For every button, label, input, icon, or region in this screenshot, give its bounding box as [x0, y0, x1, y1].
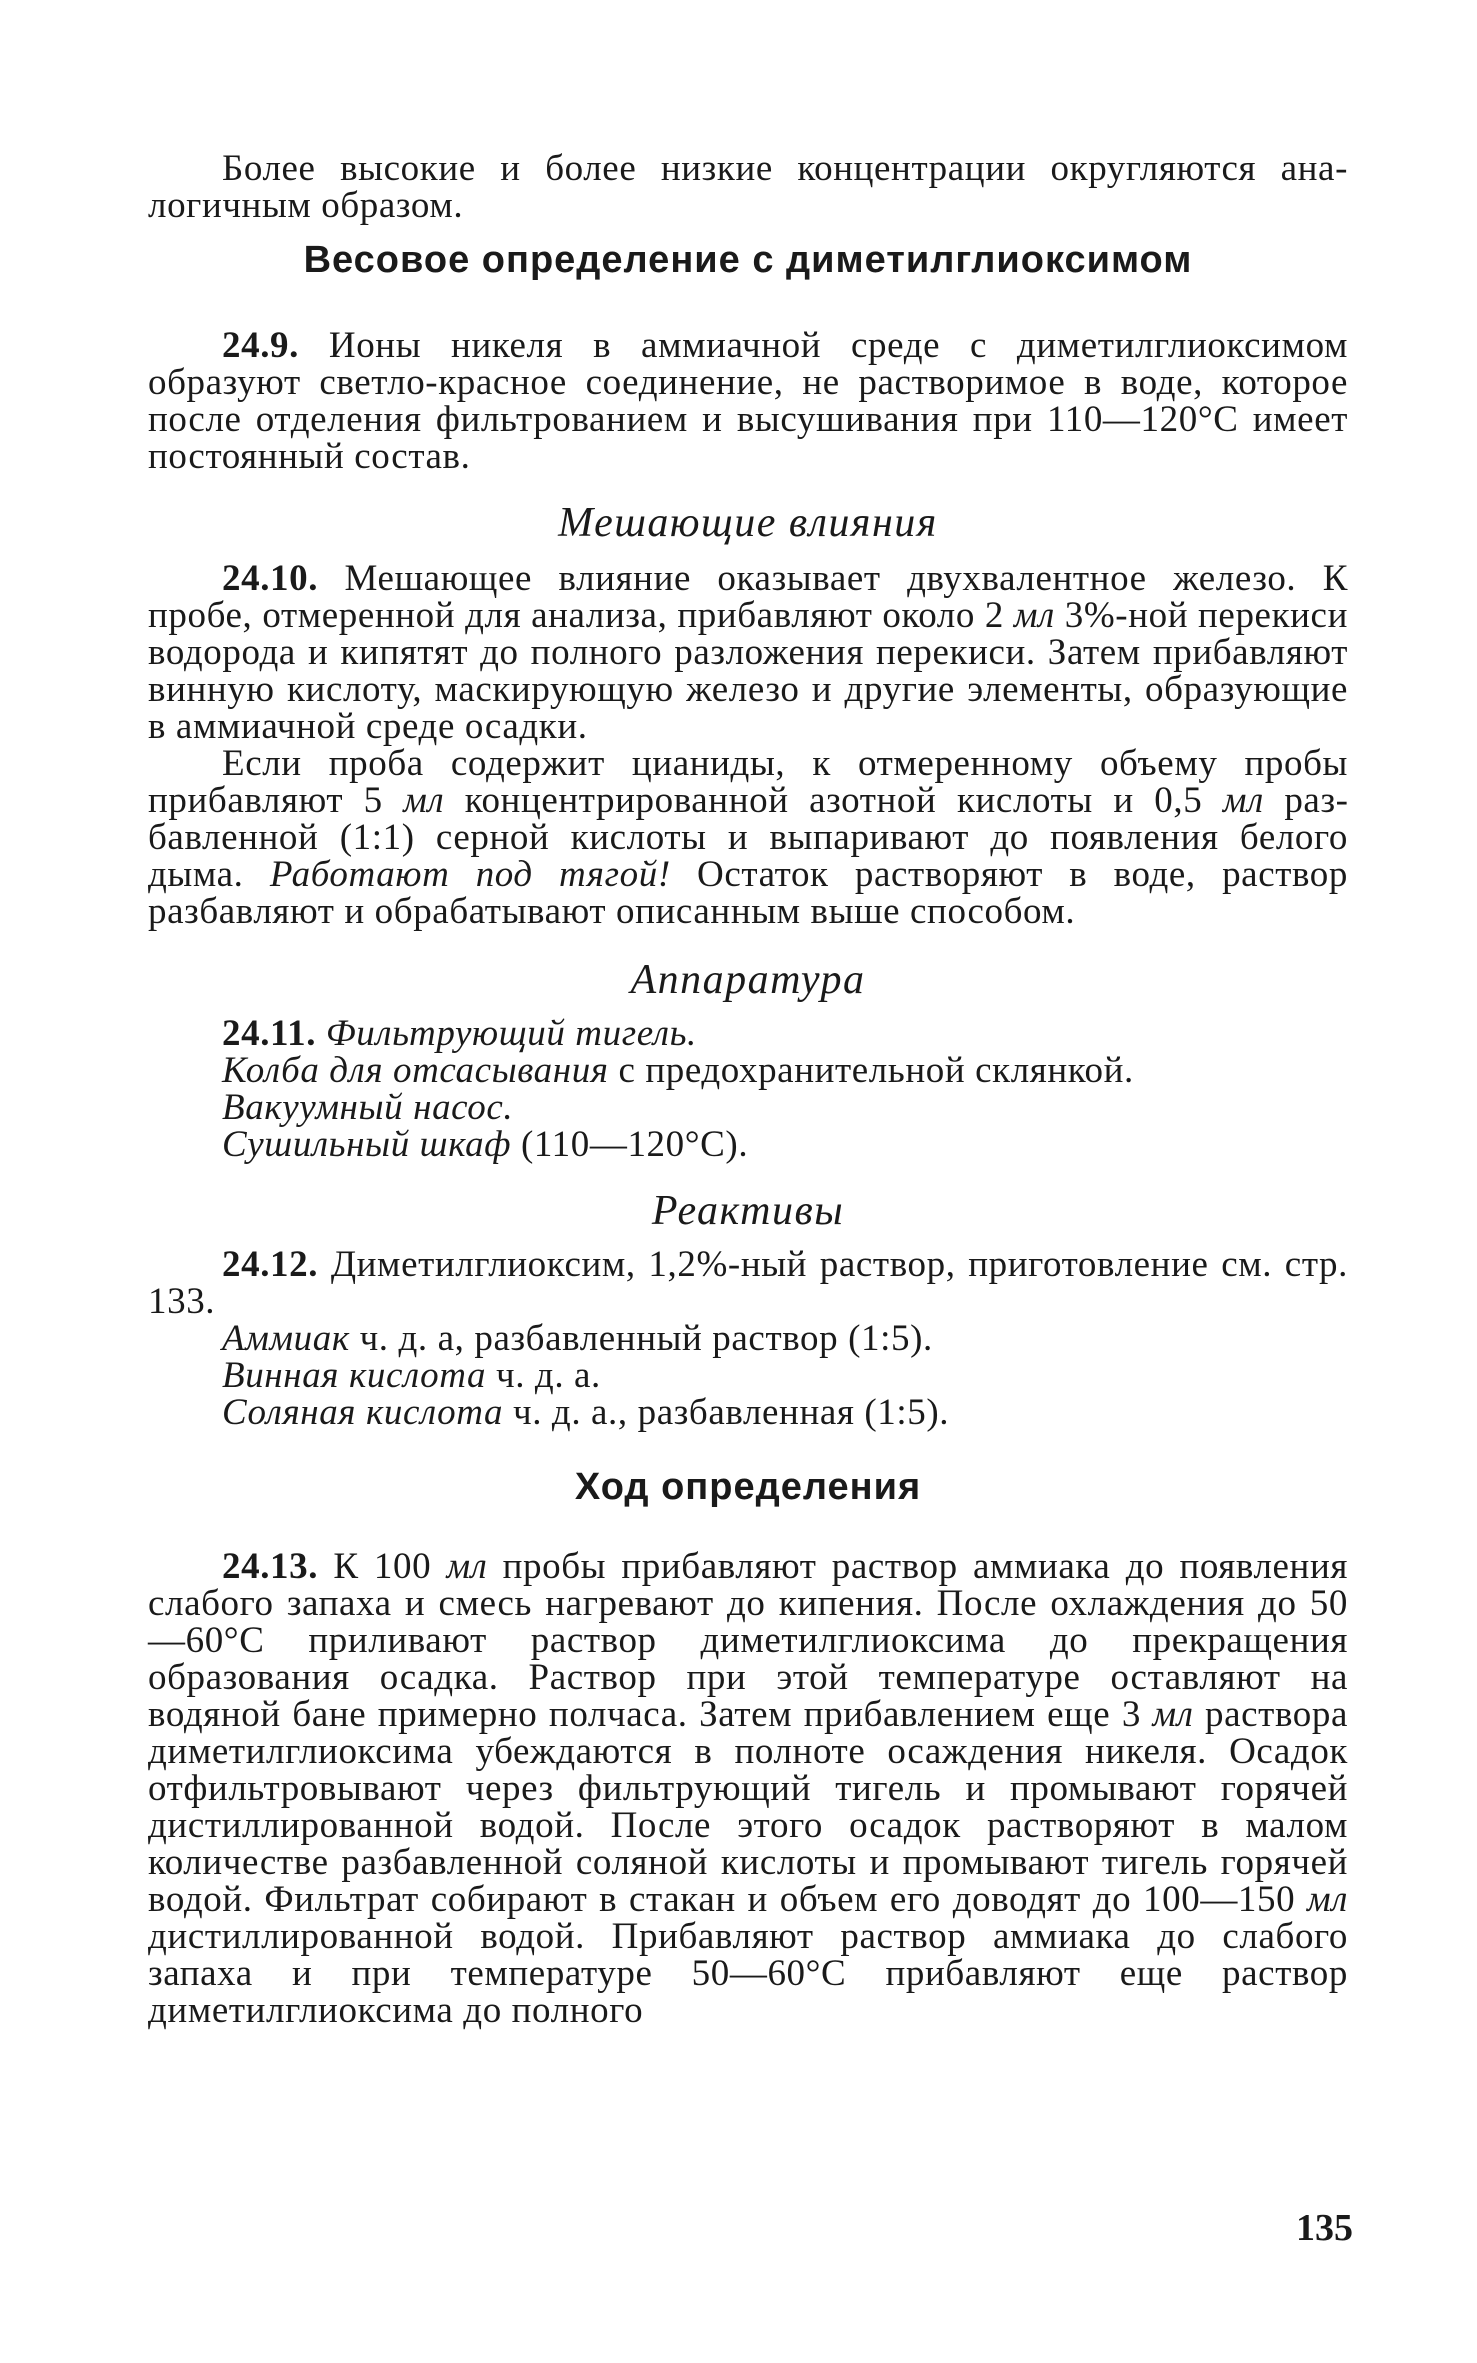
- paragraph-24-13: [148, 1548, 1348, 2029]
- warning-text: Работают под тягой!: [269, 854, 671, 895]
- list-item: [148, 1052, 1348, 1089]
- item-text: ч. д. а.: [486, 1355, 601, 1396]
- page-content: [148, 150, 1348, 2029]
- section-title-interference: Мешающие влияния: [558, 500, 938, 546]
- paragraph-text: Диметилглиоксим, 1,2%-ный раствор, приготовление см. стр. 133.: [148, 1244, 1348, 1322]
- intro-line-2: логичным образом.: [148, 185, 464, 226]
- item-text: Винная кислота: [222, 1355, 487, 1396]
- unit-ml: мл: [1013, 595, 1055, 636]
- paragraph-number: 24.13.: [222, 1546, 319, 1587]
- intro-paragraph: [148, 150, 1348, 224]
- paragraph-text: 3%-ной перекиси водорода и кипятят до полного разложения перекиси. Затем прибавляют винную кислоту, маскирующую железо и другие элементы, образующие в аммиачной среде осадки.: [148, 595, 1348, 747]
- paragraph-text: концентрированной азотной кислоты и 0,5: [444, 780, 1223, 821]
- section-title-reagents: Реактивы: [651, 1188, 845, 1234]
- item-text: ч. д. а., разбавленная (1:5).: [503, 1392, 950, 1433]
- paragraph-text: разбавленной (1:1) серной кислоты и выпаривают до появления белого дыма.: [148, 780, 1348, 895]
- apparatus-list: [148, 1015, 1348, 1163]
- paragraph-24-10: [148, 560, 1348, 745]
- item-text: с предохранительной склянкой.: [608, 1050, 1134, 1091]
- item-text: Соляная кислота: [222, 1392, 504, 1433]
- paragraph-number: 24.10.: [222, 558, 319, 599]
- paragraph-cyanide: [148, 745, 1348, 930]
- item-text: Сушильный шкаф: [222, 1124, 512, 1165]
- list-item: [148, 1015, 1348, 1052]
- unit-ml: мл: [446, 1546, 488, 1587]
- item-text: Колба для отсасывания: [222, 1050, 609, 1091]
- reagents-list: [148, 1246, 1348, 1431]
- list-item: [148, 1394, 1348, 1431]
- item-text: Аммиак: [222, 1318, 350, 1359]
- list-item: [148, 1357, 1348, 1394]
- paragraph-number: 24.12.: [222, 1244, 319, 1285]
- section-title-procedure: Ход определения: [574, 1466, 922, 1508]
- paragraph-number: 24.9.: [222, 325, 299, 366]
- paragraph-text: К 100: [333, 1546, 447, 1587]
- paragraph-text: Ионы никеля в аммиачной среде с диметилглиоксимом образуют светло-красное соединение, не растворимое в воде, которое после отделения фильтрованием и высушивания при 110—120°С имеет постоянный состав.: [148, 325, 1348, 477]
- list-item: [148, 1126, 1348, 1163]
- list-item: [148, 1089, 1348, 1126]
- unit-ml: мл: [1152, 1694, 1194, 1735]
- section-title-apparatus: Аппаратура: [630, 957, 866, 1003]
- paragraph-text: раствора диметилглиоксима убеждаются в полноте осаждения никеля. Осадок отфильтровывают через фильтрующий тигель и промывают горячей дистиллированной водой. После этого осадок растворяют в малом количестве разбавленной соляной кислоты и промывают тигель горячей водой. Фильтрат собирают в стакан и объем его доводят до 100—150: [148, 1694, 1348, 1920]
- list-item: [148, 1320, 1348, 1357]
- paragraph-text: Мешающее влияние оказывает двухвалентное железо. К пробе, отмеренной для анализа, прибавляют около 2: [148, 558, 1348, 636]
- intro-line-1: Более высокие и более низкие концентрации округляются ана-: [222, 148, 1348, 189]
- item-text: Вакуумный насос.: [222, 1087, 514, 1128]
- paragraph-text: Остаток растворяют в воде, раствор разбавляют и обрабатывают описанным выше способом.: [148, 854, 1348, 932]
- unit-ml: мл: [1222, 780, 1264, 821]
- item-text: Фильтрующий тигель.: [325, 1013, 697, 1054]
- item-text: ч. д. а, разбавленный раствор (1:5).: [349, 1318, 933, 1359]
- paragraph-text: Если проба содержит цианиды, к отмеренному объему пробы прибавляют 5: [148, 743, 1348, 821]
- unit-ml: мл: [1307, 1879, 1348, 1920]
- paragraph-24-9: [148, 327, 1348, 475]
- paragraph-text: пробы прибавляют раствор аммиака до появления слабого запаха и смесь нагревают до кипения. После охлаждения до 50—60°С приливают раствор диметилглиоксима до прекращения образования осадка. Раствор при этой температуре оставляют на водяной бане примерно полчаса. Затем прибавлением еще 3: [148, 1546, 1348, 1735]
- paragraph-24-12: [148, 1246, 1348, 1320]
- unit-ml: мл: [403, 780, 445, 821]
- page-number: 135: [1296, 2207, 1353, 2249]
- section-title-gravimetric: Весовое определение с диметилглиоксимом: [303, 239, 1193, 281]
- paragraph-text: дистиллированной водой. Прибавляют раствор аммиака до слабого запаха и при температуре 50—60°С прибавляют еще раствор диметилглиоксима до полного: [148, 1916, 1348, 2031]
- paragraph-number: 24.11.: [222, 1013, 317, 1054]
- item-text: (110—120°С).: [511, 1124, 749, 1165]
